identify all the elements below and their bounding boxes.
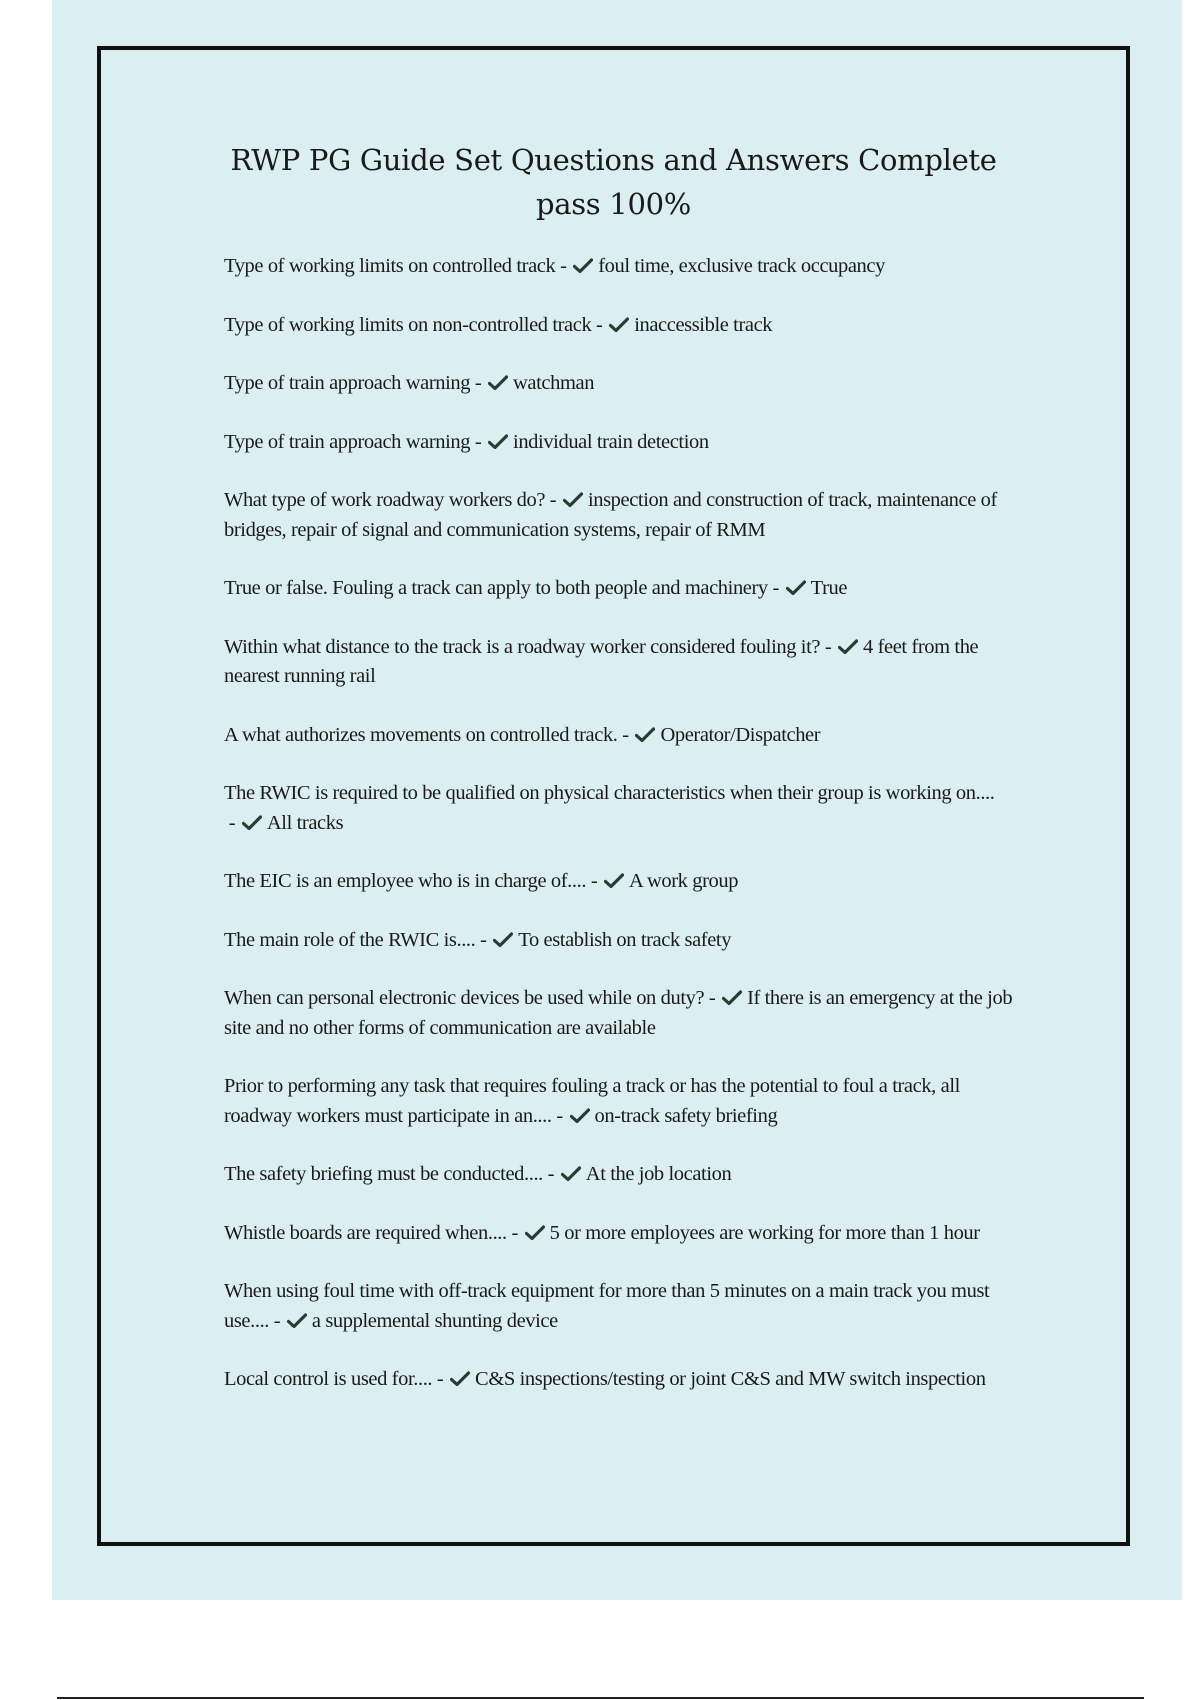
check-icon — [450, 1371, 470, 1387]
title-line-1: RWP PG Guide Set Questions and Answers Complete — [230, 143, 997, 177]
qa-item — [224, 633, 1024, 692]
question-text: The main role of the RWIC is.... — [224, 928, 476, 951]
check-icon — [570, 1108, 590, 1124]
question-text: When using foul time with off-track equipment for more than 5 minutes on a main track you must use.... — [224, 1280, 990, 1332]
separator-dash: - — [545, 489, 561, 511]
answer-text: To establish on track safety — [518, 928, 732, 951]
separator-dash: - — [820, 635, 836, 658]
answer-text: watchman — [513, 372, 595, 394]
answer-text: foul time, exclusive track occupancy — [598, 255, 885, 277]
qa-item — [224, 369, 1024, 399]
qa-item — [224, 867, 1024, 897]
separator-dash: - — [767, 577, 784, 599]
answer-text: At the job location — [585, 1163, 732, 1185]
separator-dash: - — [586, 870, 602, 892]
separator-dash: - — [432, 1368, 449, 1390]
answer-text: True — [810, 577, 848, 599]
question-text: Type of working limits on non-controlled track — [224, 313, 592, 336]
question-text: Prior to performing any task that requires fouling a track or has the potential to foul a track, all roadway workers must participate in an.... — [224, 1075, 960, 1127]
qa-item — [224, 779, 1024, 838]
check-icon — [488, 375, 508, 391]
separator-dash: - — [470, 372, 487, 394]
check-icon — [609, 317, 629, 333]
qa-item — [224, 428, 1024, 458]
check-icon — [722, 990, 742, 1006]
check-icon — [488, 434, 508, 450]
answer-text: Operator/Dispatcher — [660, 723, 821, 746]
separator-dash: - — [704, 987, 721, 1009]
check-icon — [604, 873, 624, 889]
answer-text: inspection and construction of track, maintenance of bridges, repair of signal and communication systems, repair of RMM — [224, 489, 997, 541]
answer-text: on-track safety briefing — [594, 1104, 778, 1127]
question-text: The EIC is an employee who is in charge of.... — [224, 870, 587, 892]
qa-item — [224, 252, 1024, 282]
question-text: When can personal electronic devices be used while on duty? — [224, 987, 705, 1009]
qa-item — [224, 1219, 1024, 1249]
check-icon — [786, 580, 806, 596]
separator-dash: - — [551, 1104, 568, 1127]
check-icon — [838, 639, 858, 655]
check-icon — [525, 1225, 545, 1241]
check-icon — [287, 1313, 307, 1329]
separator-dash: - — [269, 1309, 285, 1332]
answer-text: A work group — [628, 870, 739, 892]
question-text: Whistle boards are required when.... — [224, 1221, 507, 1244]
answer-text: inaccessible track — [634, 313, 773, 336]
qa-item — [224, 311, 1024, 341]
document-title — [97, 138, 1130, 226]
separator-dash: - — [591, 313, 608, 336]
qa-item — [224, 1072, 1024, 1131]
answer-text: 4 feet from the nearest running rail — [224, 635, 979, 687]
qa-item — [224, 486, 1024, 545]
answer-text: a supplemental shunting device — [311, 1309, 558, 1332]
answer-text: If there is an emergency at the job site and no other forms of communication are available — [224, 987, 1013, 1039]
question-text: Type of train approach warning — [224, 372, 471, 394]
question-text: Within what distance to the track is a roadway worker considered fouling it? — [224, 635, 821, 658]
question-text: Type of working limits on controlled track — [224, 255, 556, 277]
check-icon — [493, 932, 513, 948]
question-text: The RWIC is required to be qualified on physical characteristics when their group is working on.... — [224, 782, 995, 804]
separator-dash: - — [470, 430, 487, 453]
check-icon — [573, 258, 593, 274]
question-text: The safety briefing must be conducted.... — [224, 1163, 543, 1185]
check-icon — [242, 815, 262, 831]
qa-item — [224, 1365, 1024, 1395]
answer-text: individual train detection — [513, 430, 709, 453]
question-text: True or false. Fouling a track can apply to both people and machinery — [224, 577, 768, 599]
footer-divider — [57, 1697, 1144, 1699]
qa-list — [224, 252, 1024, 1424]
qa-item — [224, 926, 1024, 956]
qa-item — [224, 1277, 1024, 1336]
check-icon — [561, 1166, 581, 1182]
question-text: Local control is used for.... — [224, 1368, 433, 1390]
question-text: Type of train approach warning — [224, 430, 471, 453]
qa-item — [224, 1160, 1024, 1190]
check-icon — [563, 492, 583, 508]
separator-dash: - — [542, 1163, 559, 1185]
qa-item — [224, 721, 1024, 751]
separator-dash: - — [506, 1221, 523, 1244]
separator-dash: - — [555, 255, 572, 277]
title-line-2: pass 100% — [535, 187, 692, 221]
qa-item — [224, 574, 1024, 604]
question-text: A what authorizes movements on controlled track. — [224, 723, 618, 746]
answer-text: C&S inspections/testing or joint C&S and MW switch inspection — [475, 1368, 986, 1390]
answer-text: 5 or more employees are working for more than 1 hour — [549, 1221, 980, 1244]
separator-dash: - — [224, 811, 240, 834]
separator-dash: - — [617, 723, 634, 746]
question-text: What type of work roadway workers do? — [224, 489, 546, 511]
qa-item — [224, 984, 1024, 1043]
separator-dash: - — [475, 928, 492, 951]
answer-text: All tracks — [266, 811, 344, 834]
check-icon — [635, 727, 655, 743]
